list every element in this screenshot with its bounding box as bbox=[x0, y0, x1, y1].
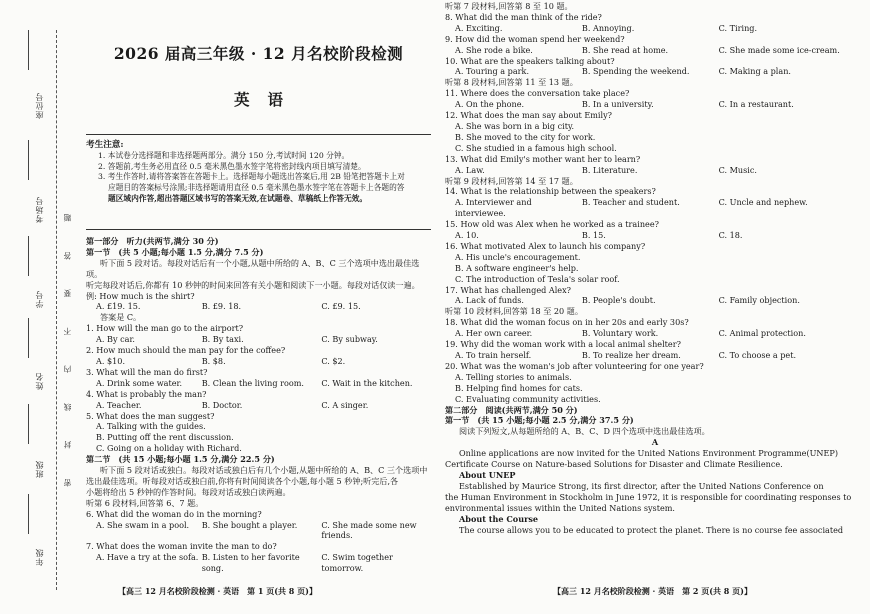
option-c: C. Evaluating community activities. bbox=[455, 393, 601, 404]
option-c: C. Animal protection. bbox=[718, 328, 806, 339]
section-heading: 第一节 (共 15 小题;每小题 2.5 分,满分 37.5 分) bbox=[445, 415, 634, 426]
notice-item: 3. 考生作答时,请将答案答在答题卡上。选择题每小题选出答案后,用 2B 铅笔把答题卡上对 bbox=[98, 172, 405, 182]
question-options bbox=[445, 45, 865, 56]
question-options bbox=[445, 350, 865, 361]
question: 9. How did the woman spend her weekend? bbox=[445, 33, 625, 44]
option-b: B. Doctor. bbox=[201, 399, 243, 410]
option-b: B. People's doubt. bbox=[581, 295, 656, 306]
notice-item: 题区域内作答,超出答题区域书写的答案无效,在试题卷、草稿纸上作答无效。 bbox=[108, 193, 368, 203]
notice-item: 应题目的答案标号涂黑;非选择题请用直径 0.5 毫米黑色墨水签字笔在答题卡上各题的答 bbox=[108, 183, 405, 193]
option-c: C. 18. bbox=[718, 230, 743, 241]
option-b: B. Spending the weekend. bbox=[581, 66, 690, 77]
question-options bbox=[445, 197, 865, 219]
question: 12. What does the man say about Emily? bbox=[445, 110, 613, 121]
exam-title: 2026 届高三年级 · 12 月名校阶段检测 bbox=[113, 44, 404, 63]
material-lead: 听第 7 段材料,回答第 8 至 10 题。 bbox=[445, 1, 573, 11]
question-options bbox=[445, 99, 865, 110]
directions: 听下面 5 段对话。每段对话后有一个小题,从题中所给的 A、B、C 三个选项中选出最佳选项。 bbox=[86, 257, 420, 279]
name-label: 姓名 bbox=[35, 372, 44, 390]
option-c: C. Wait in the kitchen. bbox=[321, 377, 413, 388]
option-c: C. Making a plan. bbox=[718, 66, 791, 77]
option-b: B. She read at home. bbox=[581, 44, 669, 55]
option-b: B. Putting off the rent discussion. bbox=[96, 432, 234, 443]
option-a: A. She was born in a big city. bbox=[455, 120, 575, 131]
option-b: B. By taxi. bbox=[201, 334, 244, 345]
option-a: A. Talking with the guides. bbox=[96, 421, 206, 432]
binding-margin bbox=[0, 0, 74, 614]
grade-label: 年级 bbox=[35, 548, 44, 566]
section-heading: 第二节 (共 15 小题;每小题 1.5 分,满分 22.5 分) bbox=[86, 454, 275, 465]
question-options bbox=[86, 378, 431, 389]
passage-text: Certificate Course on Nature-based Solutions for Disaster and Climate Resilience. bbox=[445, 459, 783, 470]
directions: 听完每段对话后,你都有 10 秒钟的时间来回答有关小题和阅读下一小题。每段对话仅读一遍。 bbox=[86, 279, 420, 290]
option-c: C. In a restaurant. bbox=[718, 99, 794, 110]
grade-blank bbox=[28, 494, 29, 534]
option-c: C. £9. 15. bbox=[321, 301, 361, 312]
class-blank bbox=[28, 404, 29, 444]
question: 2. How much should the man pay for the coffee? bbox=[86, 345, 286, 356]
option-c: C. Swim together tomorrow. bbox=[321, 552, 393, 574]
option-a: A. By car. bbox=[96, 334, 135, 345]
option-a: A. To train herself. bbox=[455, 350, 532, 360]
notice-item: 2. 答题前,考生务必用直径 0.5 毫米黑色墨水签字笔将密封线内项目填写清楚。 bbox=[98, 161, 366, 171]
question: 6. What did the woman do in the morning? bbox=[86, 508, 262, 519]
option-a: A. On the phone. bbox=[455, 99, 525, 110]
example-options bbox=[86, 301, 431, 312]
option-c: C. She made some ice-cream. bbox=[718, 44, 840, 55]
notice-heading: 考生注意: bbox=[86, 140, 124, 150]
student-number-blank bbox=[28, 236, 29, 276]
option-a: A. $10. bbox=[96, 355, 126, 366]
question: 14. What is the relationship between the speakers? bbox=[445, 186, 656, 197]
option-a: A. Her own career. bbox=[455, 328, 533, 339]
option-b: B. 15. bbox=[581, 230, 606, 241]
option-b: B. Teacher and student. bbox=[581, 197, 680, 208]
material-lead: 听第 8 段材料,回答第 11 至 13 题。 bbox=[445, 77, 578, 88]
question: 1. How will the man go to the airport? bbox=[86, 323, 244, 334]
option-c: C. She studied in a famous high school. bbox=[455, 142, 617, 153]
question-options bbox=[86, 334, 431, 345]
option-a: A. She swam in a pool. bbox=[96, 519, 190, 530]
question: 19. Why did the woman work with a local animal shelter? bbox=[445, 339, 681, 350]
option-b: B. She bought a player. bbox=[201, 519, 298, 530]
question-options bbox=[86, 520, 431, 542]
option-a: A. Interviewer and interviewee. bbox=[455, 197, 532, 219]
question: 18. What did the woman focus on in her 20s and early 30s? bbox=[445, 317, 689, 328]
question: 13. What did Emily's mother want her to learn? bbox=[445, 153, 641, 164]
option-b: B. Clean the living room. bbox=[201, 377, 304, 388]
passage-subheading: About the Course bbox=[459, 513, 539, 524]
question-options bbox=[445, 328, 865, 339]
question-options bbox=[445, 66, 865, 77]
option-b: B. A software engineer's help. bbox=[455, 262, 579, 273]
directions: 阅读下列短文,从每题所给的 A、B、C、D 四个选项中选出最佳选项。 bbox=[459, 426, 710, 437]
option-a: A. 10. bbox=[455, 230, 479, 241]
section-heading: 第一节 (共 5 小题;每小题 1.5 分,满分 7.5 分) bbox=[86, 246, 264, 257]
seal-line bbox=[56, 30, 57, 590]
option-c: C. Family objection. bbox=[718, 295, 800, 306]
option-b: B. £9. 18. bbox=[201, 301, 242, 312]
passage-text: the Human Environment in Stockholm in June 1972, it is responsible for coordinating responses to bbox=[445, 491, 852, 502]
option-b: B. To realize her dream. bbox=[581, 350, 681, 360]
exam-room-blank bbox=[28, 140, 29, 180]
subject-title: 英语 bbox=[233, 90, 301, 109]
question: 11. Where does the conversation take place? bbox=[445, 88, 630, 99]
option-c: C. To choose a pet. bbox=[718, 350, 797, 360]
listening-section bbox=[86, 236, 431, 574]
option-b: B. Annoying. bbox=[581, 22, 635, 33]
passage-letter: A bbox=[651, 437, 659, 448]
option-b: B. Listen to her favorite song. bbox=[201, 552, 300, 574]
option-a: A. Exciting. bbox=[455, 22, 503, 33]
passage-subheading: About UNEP bbox=[459, 469, 516, 480]
student-number-label: 学号 bbox=[35, 290, 44, 308]
class-label: 班级 bbox=[35, 460, 44, 478]
option-a: A. Telling stories to animals. bbox=[455, 371, 572, 382]
question: 17. What has challenged Alex? bbox=[445, 284, 571, 295]
exam-room-label: 考场号 bbox=[35, 196, 44, 223]
option-a: A. Law. bbox=[455, 164, 485, 175]
option-b: B. Voluntary work. bbox=[581, 328, 659, 339]
question: 3. What will the man do first? bbox=[86, 366, 208, 377]
material-lead: 听第 10 段材料,回答第 18 至 20 题。 bbox=[445, 306, 583, 317]
part-heading: 第一部分 听力(共两节,满分 30 分) bbox=[86, 236, 219, 246]
option-c: C. A singer. bbox=[321, 399, 369, 410]
question-options bbox=[445, 295, 865, 306]
question-options bbox=[86, 356, 431, 367]
passage-text: Established by Maurice Strong, its first director, after the United Nations Conference on bbox=[459, 480, 824, 491]
part-heading: 第二部分 阅读(共两节,满分 50 分) bbox=[445, 404, 578, 415]
example-question: 例: How much is the shirt? bbox=[86, 290, 195, 301]
page-footer: 【高三 12 月名校阶段检测 · 英语 第 1 页(共 8 页)】 bbox=[118, 586, 317, 596]
seal-warning: 密 封 线 内 不 要 答 题 bbox=[63, 200, 72, 487]
seat-number-label: 座位号 bbox=[35, 92, 44, 119]
question: 8. What did the man think of the ride? bbox=[445, 11, 602, 22]
option-a: A. She rode a bike. bbox=[455, 44, 533, 55]
example-answer: 答案是 C。 bbox=[100, 312, 142, 323]
question-options bbox=[86, 552, 431, 574]
question-options bbox=[86, 400, 431, 411]
question: 20. What was the woman's job after volunteering for one year? bbox=[445, 360, 704, 371]
option-c: C. Tiring. bbox=[718, 22, 758, 33]
material-lead: 听第 9 段材料,回答第 14 至 17 题。 bbox=[445, 175, 578, 186]
question: 4. What is probably the man? bbox=[86, 388, 207, 399]
option-a: A. Drink some water. bbox=[96, 377, 183, 388]
notice-item: 1. 本试卷分选择题和非选择题两部分。满分 150 分,考试时间 120 分钟。 bbox=[98, 150, 350, 160]
passage-text: Online applications are now invited for the United Nations Environment Programme(UNEP) bbox=[459, 448, 839, 459]
option-a: A. Have a try at the sofa. bbox=[96, 552, 199, 563]
option-c: C. Music. bbox=[718, 164, 757, 175]
question: 10. What are the speakers talking about? bbox=[445, 55, 615, 66]
option-a: A. His uncle's encouragement. bbox=[455, 251, 581, 262]
notice-box bbox=[86, 140, 431, 205]
name-blank bbox=[28, 318, 29, 358]
question: 5. What does the man suggest? bbox=[86, 410, 215, 421]
directions: 选出最佳选项。听每段对话或独白前,你将有时间阅读各个小题,每小题 5 秒钟;听完后,各 bbox=[86, 475, 399, 486]
question: 7. What does the woman invite the man to do? bbox=[86, 541, 277, 552]
page-footer: 【高三 12 月名校阶段检测 · 英语 第 2 页(共 8 页)】 bbox=[553, 586, 752, 596]
directions: 听下面 5 段对话或独白。每段对话或独白后有几个小题,从题中所给的 A、B、C 三个选项中 bbox=[100, 465, 428, 476]
option-c: C. Uncle and nephew. bbox=[718, 197, 808, 208]
option-c: C. The introduction of Tesla's solar roof. bbox=[455, 273, 620, 284]
page-2 bbox=[435, 0, 870, 614]
passage-text: environmental issues within the United Nations system. bbox=[445, 502, 675, 513]
seat-number-blank bbox=[28, 30, 29, 70]
option-b: B. In a university. bbox=[581, 99, 654, 110]
option-a: A. £19. 15. bbox=[96, 301, 141, 312]
option-b: B. Helping find homes for cats. bbox=[455, 382, 583, 393]
passage-text: The course allows you to be educated to protect the planet. There is no course fee associated bbox=[459, 524, 844, 535]
question: 15. How old was Alex when he worked as a trainee? bbox=[445, 219, 659, 230]
option-b: B. $8. bbox=[201, 355, 226, 366]
divider bbox=[86, 134, 431, 135]
question-options bbox=[445, 23, 865, 34]
material-lead: 听第 6 段材料,回答第 6、7 题。 bbox=[86, 497, 204, 508]
listening-reading-section bbox=[445, 1, 865, 535]
option-b: B. She moved to the city for work. bbox=[455, 131, 596, 142]
option-c: C. $2. bbox=[321, 355, 346, 366]
option-c: C. By subway. bbox=[321, 334, 378, 345]
divider bbox=[86, 229, 431, 230]
directions: 小题将给出 5 秒钟的作答时间。每段对话或独白读两遍。 bbox=[86, 486, 291, 497]
option-a: A. Teacher. bbox=[96, 399, 142, 410]
option-c: C. She made some new friends. bbox=[321, 519, 417, 541]
question-options bbox=[445, 165, 865, 176]
option-b: B. Literature. bbox=[581, 164, 638, 175]
question: 16. What motivated Alex to launch his company? bbox=[445, 240, 646, 251]
question-options bbox=[445, 230, 865, 241]
option-a: A. Lack of funds. bbox=[455, 295, 524, 306]
option-a: A. Touring a park. bbox=[455, 66, 530, 77]
option-c: C. Going on a holiday with Richard. bbox=[96, 443, 242, 454]
